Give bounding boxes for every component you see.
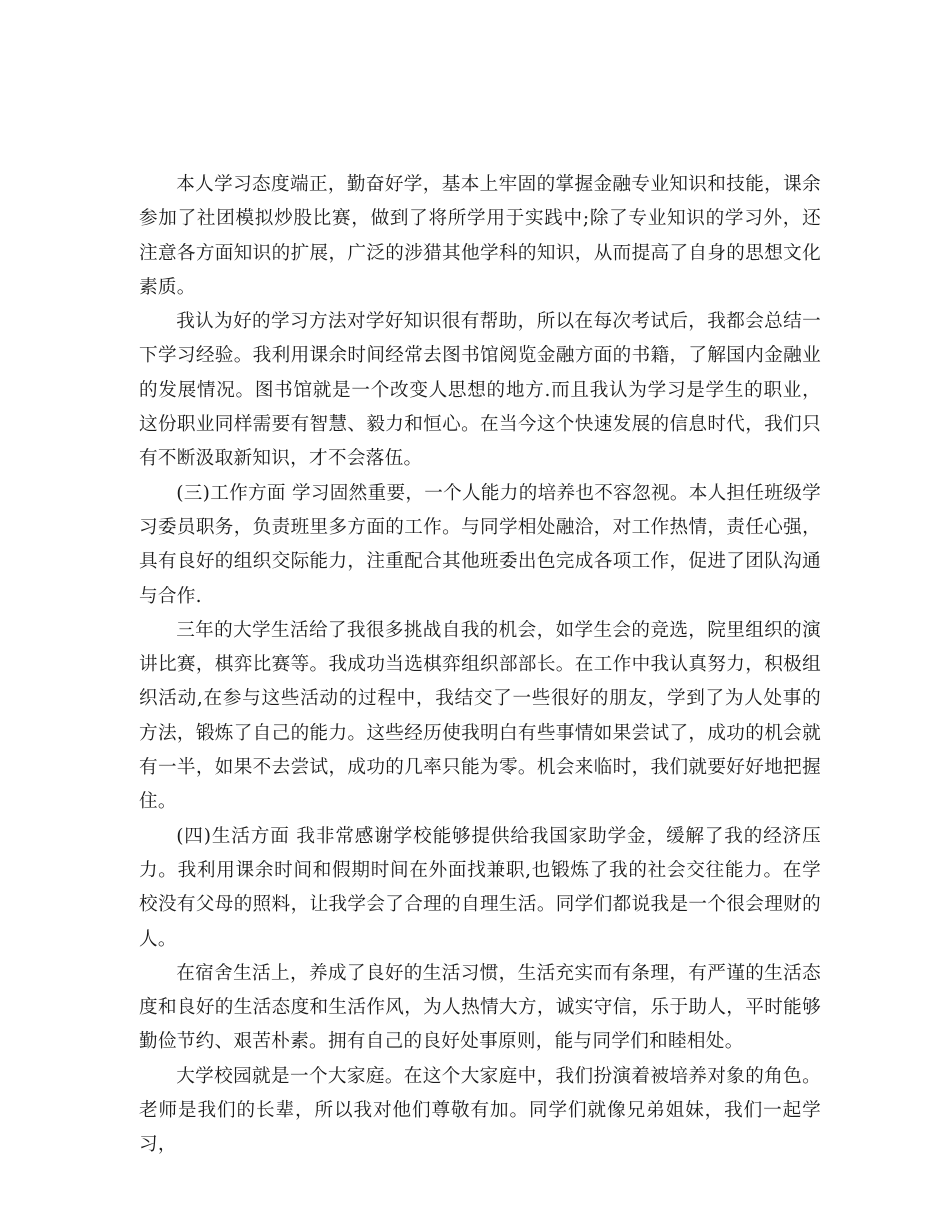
- paragraph-life: (四)生活方面 我非常感谢学校能够提供给我国家助学金，缓解了我的经济压力。我利用课余时间和假期时间在外面找兼职,也锻炼了我的社会交往能力。在学校没有父母的照料，让我学会了合理的自理生活。同学们都说我是一个很会理财的人。: [139, 825, 821, 950]
- paragraph-work: (三)工作方面 学习固然重要，一个人能力的培养也不容忽视。本人担任班级学习委员职务，负责班里多方面的工作。与同学相处融洽，对工作热情，责任心强，具有良好的组织交际能力，注重配合其他班委出色完成各项工作，促进了团队沟通与合作.: [139, 482, 822, 607]
- paragraph-dorm-life: 在宿舍生活上，养成了良好的生活习惯，生活充实而有条理，有严谨的生活态度和良好的生活态度和生活作风，为人热情大方，诚实守信，乐于助人，平时能够勤俭节约、艰苦朴素。拥有自己的良好处事原则，能与同学们和睦相处。: [139, 962, 821, 1053]
- document-body: [139, 168, 821, 1163]
- paragraph-activities: 三年的大学生活给了我很多挑战自我的机会，如学生会的竞选，院里组织的演讲比赛，棋弈比赛等。我成功当选棋弈组织部部长。在工作中我认真努力，积极组织活动,在参与这些活动的过程中，我结交了一些很好的朋友，学到了为人处事的方法，锻炼了自己的能力。这些经历使我明白有些事情如果尝试了，成功的机会就有一半，如果不去尝试，成功的几率只能为零。机会来临时，我们就要好好地把握住。: [139, 619, 821, 813]
- paragraph-campus-family: 大学校园就是一个大家庭。在这个大家庭中，我们扮演着被培养对象的角色。老师是我们的长辈，所以我对他们尊敬有加。同学们就像兄弟姐妹，我们一起学习，: [139, 1065, 821, 1156]
- paragraph-study-method: 我认为好的学习方法对学好知识很有帮助，所以在每次考试后，我都会总结一下学习经验。我利用课余时间经常去图书馆阅览金融方面的书籍，了解国内金融业的发展情况。图书馆就是一个改变人思想的地方.而且我认为学习是学生的职业，这份职业同样需要有智慧、毅力和恒心。在当今这个快速发展的信息时代，我们只有不断汲取新知识，才不会落伍。: [139, 311, 821, 470]
- paragraph-study-attitude: 本人学习态度端正，勤奋好学，基本上牢固的掌握金融专业知识和技能，课余参加了社团模拟炒股比赛，做到了将所学用于实践中;除了专业知识的学习外，还注意各方面知识的扩展，广泛的涉猎其他学科的知识，从而提高了自身的思想文化素质。: [139, 174, 821, 298]
